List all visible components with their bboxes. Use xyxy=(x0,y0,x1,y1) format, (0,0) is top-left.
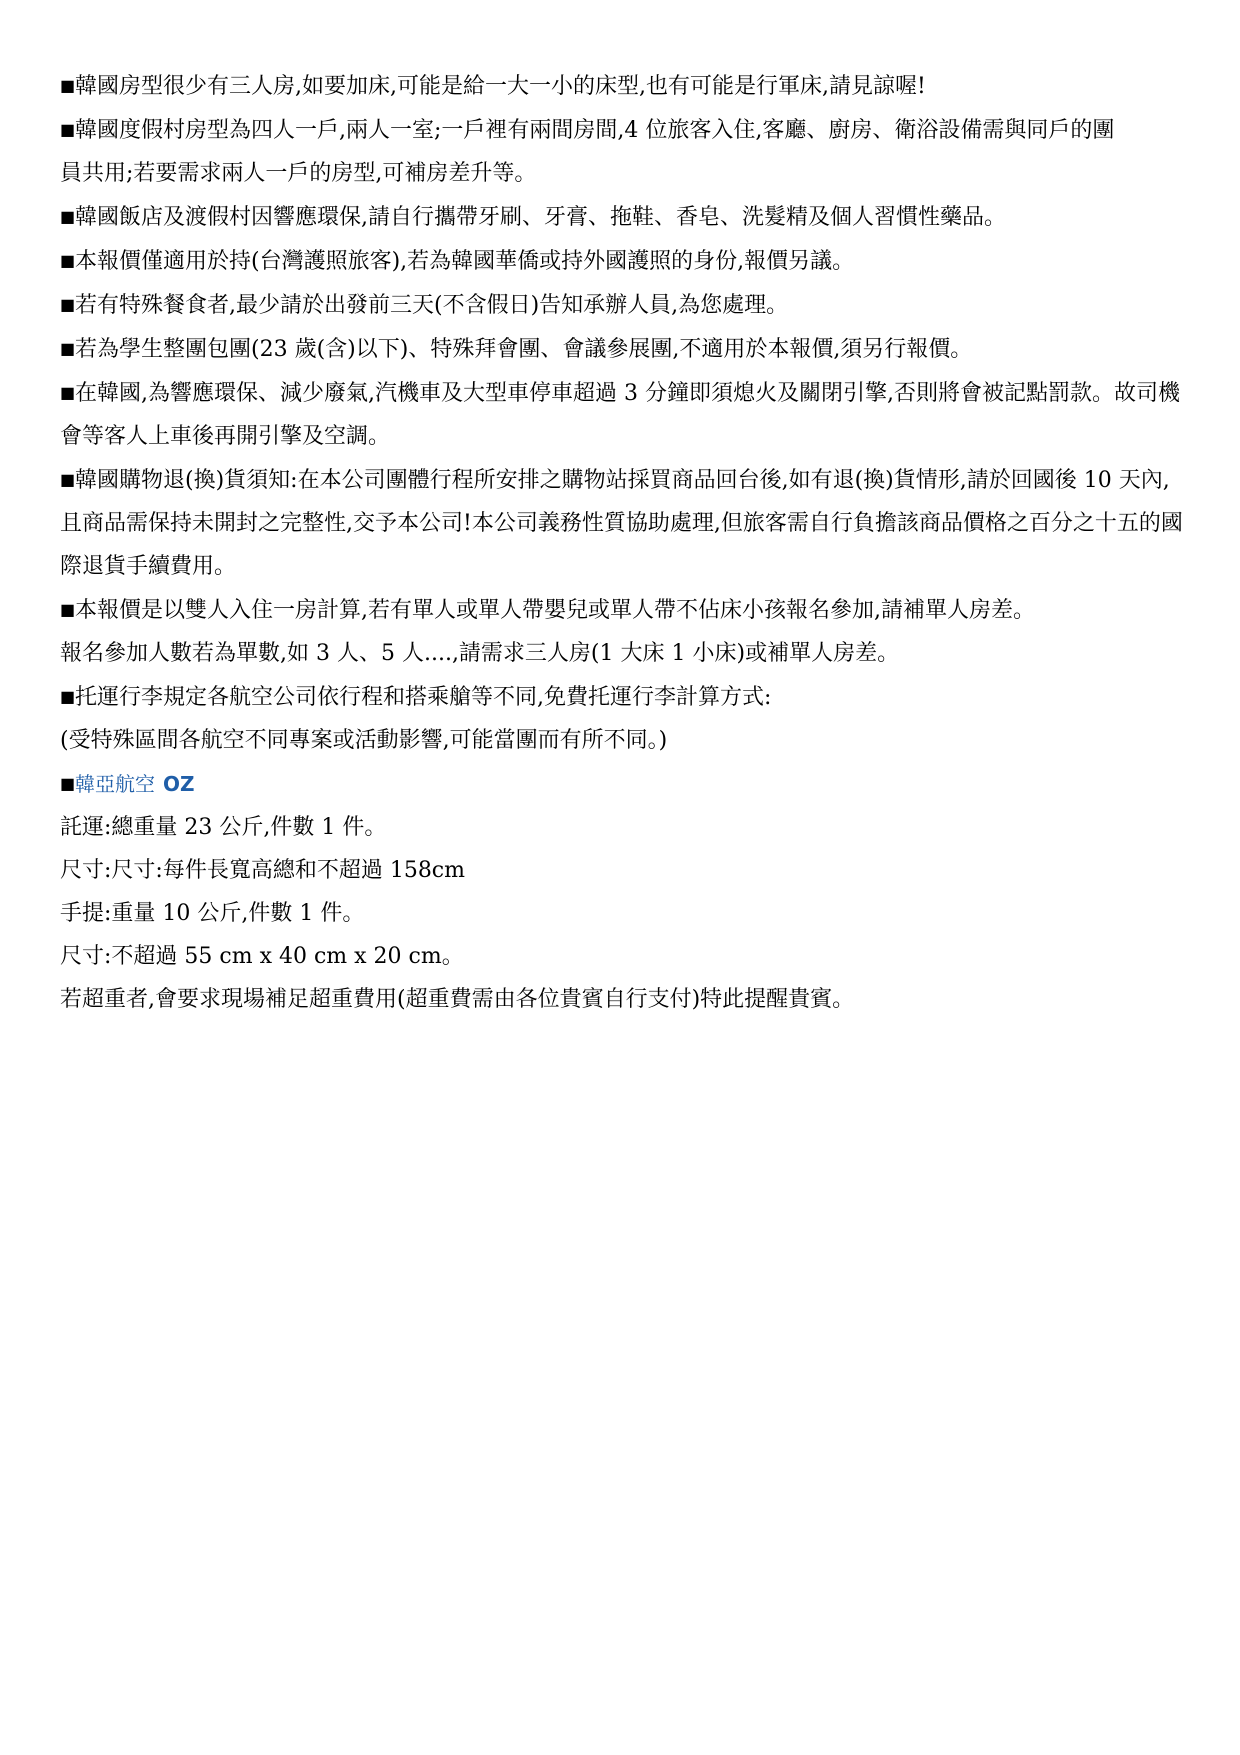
airline-code: OZ xyxy=(163,772,195,796)
airline-heading xyxy=(60,762,1190,806)
bullet-icon: ■ xyxy=(60,251,76,270)
note-shopping-return xyxy=(60,458,1190,588)
document-page xyxy=(60,64,1190,1021)
carry-on-baggage-size xyxy=(60,935,1190,978)
overweight-note-text: 若超重者,會要求現場補足超重費用(超重費需由各位貴賓自行支付)特此提醒貴賓。 xyxy=(60,987,855,1012)
note-text: 韓國購物退(換)貨須知:在本公司團體行程所安排之購物站採買商品回台後,如有退(換)貨情形,請於回國後 10 天內,且商品需保持未開封之完整性,交予本公司!本公司義務性質協助處理,但旅客需自行負擔該商品價格之百分之十五的國際退貨手續費用。 xyxy=(60,468,1183,579)
note-text: 報名參加人數若為單數,如 3 人、5 人....,請需求三人房(1 大床 1 小床)或補單人房差。 xyxy=(60,641,900,666)
bullet-icon: ■ xyxy=(60,295,76,314)
bullet-icon: ■ xyxy=(60,470,76,489)
note-triple-room xyxy=(60,64,1190,108)
bullet-icon: ■ xyxy=(60,339,76,358)
note-special-meal xyxy=(60,283,1190,327)
bullet-icon: ■ xyxy=(60,774,76,793)
note-text: 本報價是以雙人入住一房計算,若有單人或單人帶嬰兒或單人帶不佔床小孩報名參加,請補單人房差。 xyxy=(75,598,1035,623)
note-text: 若為學生整團包團(23 歲(含)以下)、特殊拜會團、會議參展團,不適用於本報價,須另行報價。 xyxy=(75,337,973,362)
note-engine-idle xyxy=(60,371,1190,458)
checked-baggage xyxy=(60,806,1190,849)
bullet-icon: ■ xyxy=(60,600,76,619)
note-single-room xyxy=(60,588,1190,632)
airline-name: 韓亞航空 xyxy=(75,772,155,796)
note-baggage-remark xyxy=(60,719,1190,762)
note-toiletries xyxy=(60,195,1190,239)
note-baggage xyxy=(60,675,1190,719)
note-text: 員共用;若要需求兩人一戶的房型,可補房差升等。 xyxy=(60,161,537,186)
carry-on-baggage-size-text: 尺寸:不超過 55 cm x 40 cm x 20 cm。 xyxy=(60,944,464,969)
note-text: 托運行李規定各航空公司依行程和搭乘艙等不同,免費托運行李計算方式: xyxy=(75,685,772,710)
note-text: (受特殊區間各航空不同專案或活動影響,可能當團而有所不同。) xyxy=(60,728,668,753)
checked-baggage-text: 託運:總重量 23 公斤,件數 1 件。 xyxy=(60,815,387,840)
bullet-icon: ■ xyxy=(60,120,76,139)
note-resort-room xyxy=(60,108,1190,152)
note-text: 在韓國,為響應環保、減少廢氣,汽機車及大型車停車超過 3 分鐘即須熄火及關閉引擎,否則將會被記點罰款。故司機會等客人上車後再開引擎及空調。 xyxy=(60,381,1180,449)
overweight-note xyxy=(60,978,1190,1021)
note-text: 本報價僅適用於持(台灣護照旅客),若為韓國華僑或持外國護照的身份,報價另議。 xyxy=(75,249,855,274)
note-text: 韓國飯店及渡假村因響應環保,請自行攜帶牙刷、牙膏、拖鞋、香皂、洗髮精及個人習慣性藥品。 xyxy=(75,205,1006,230)
note-text: 韓國度假村房型為四人一戶,兩人一室;一戶裡有兩間房間,4 位旅客入住,客廳、廚房、衛浴設備需與同戶的團 xyxy=(75,118,1115,143)
checked-baggage-size-text: 尺寸:尺寸:每件長寬高總和不超過 158cm xyxy=(60,858,465,883)
bullet-icon: ■ xyxy=(60,383,76,402)
bullet-icon: ■ xyxy=(60,76,76,95)
bullet-icon: ■ xyxy=(60,207,76,226)
carry-on-baggage-text: 手提:重量 10 公斤,件數 1 件。 xyxy=(60,901,365,926)
note-text: 韓國房型很少有三人房,如要加床,可能是給一大一小的床型,也有可能是行軍床,請見諒喔! xyxy=(75,74,926,99)
note-text: 若有特殊餐食者,最少請於出發前三天(不含假日)告知承辦人員,為您處理。 xyxy=(75,293,789,318)
note-odd-number xyxy=(60,632,1190,675)
note-student-group xyxy=(60,327,1190,371)
carry-on-baggage xyxy=(60,892,1190,935)
checked-baggage-size xyxy=(60,849,1190,892)
note-resort-room-cont xyxy=(60,152,1190,195)
note-passport xyxy=(60,239,1190,283)
bullet-icon: ■ xyxy=(60,687,76,706)
